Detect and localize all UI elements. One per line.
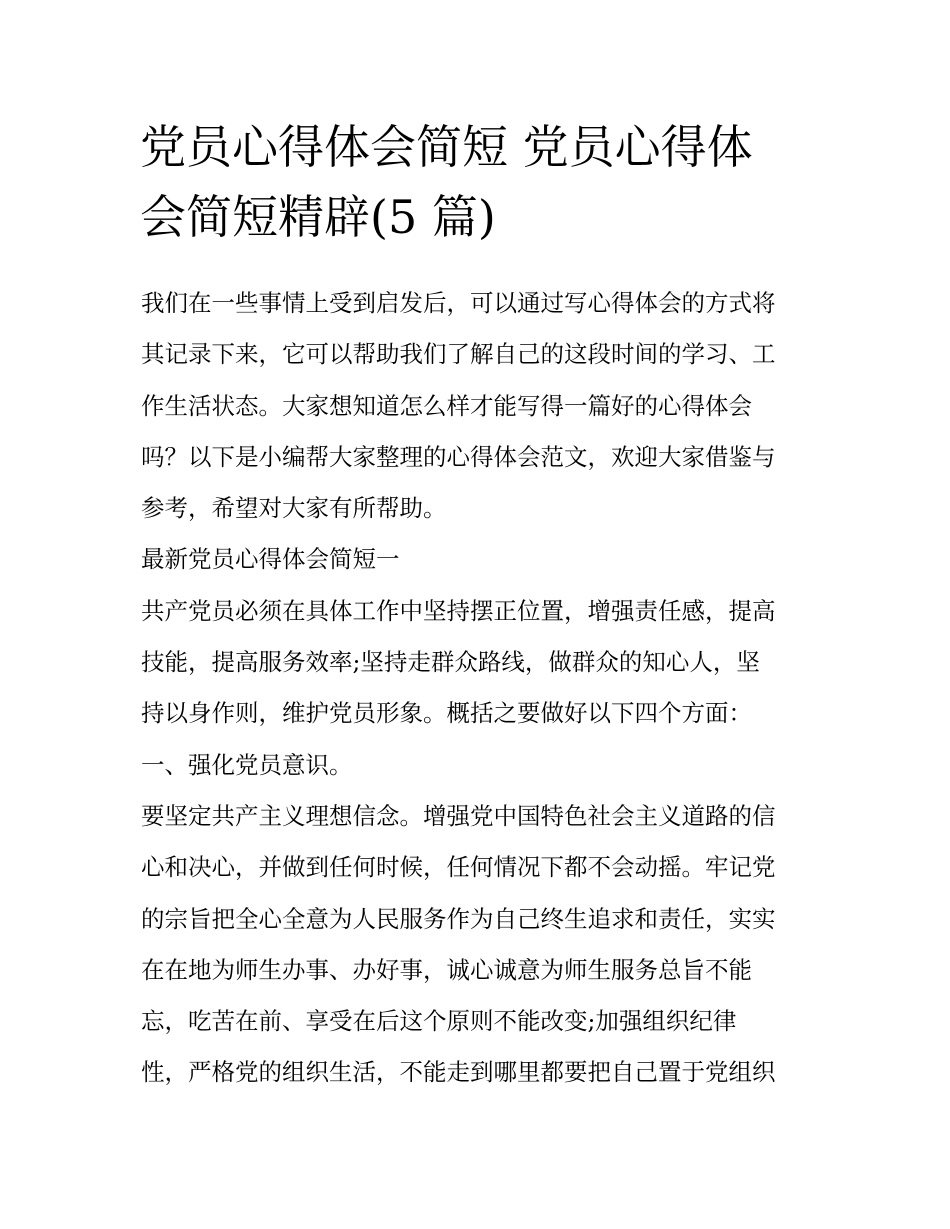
paragraph-1-line-1: 共产党员必须在具体工作中坚持摆正位置，增强责任感，提高 [141, 596, 776, 625]
document-body [141, 278, 821, 1099]
title-line-1: 党员心得体会简短 党员心得体 [140, 120, 753, 174]
paragraph-1-line-3: 持以身作则，维护党员形象。概括之要做好以下四个方面： [141, 699, 752, 728]
paragraph-2-line-1: 要坚定共产主义理想信念。增强党中国特色社会主义道路的信 [141, 801, 776, 830]
intro-line-1: 我们在一些事情上受到启发后，可以通过写心得体会的方式将 [141, 289, 776, 317]
paragraph-1-line-2: 技能，提高服务效率;坚持走群众路线，做群众的知心人，坚 [141, 648, 760, 677]
paragraph-2-line-3: 的宗旨把全心全意为人民服务作为自己终生追求和责任，实实 [141, 904, 776, 933]
subheading-1: 一、强化党员意识。 [141, 750, 353, 779]
intro-line-3: 作生活状态。大家想知道怎么样才能写得一篇好的心得体会 [141, 391, 752, 420]
paragraph-2-line-6: 性，严格党的组织生活，不能走到哪里都要把自己置于党组织 [141, 1058, 776, 1087]
title-line-2: 会简短精辟(5 篇) [140, 190, 496, 244]
intro-line-2: 其记录下来，它可以帮助我们了解自己的这段时间的学习、工 [141, 340, 776, 369]
paragraph-2-line-5: 忘，吃苦在前、享受在后这个原则不能改变;加强组织纪律 [141, 1007, 737, 1036]
intro-line-5: 参考，希望对大家有所帮助。 [141, 494, 447, 523]
paragraph-2-line-4: 在在地为师生办事、办好事，诚心诚意为师生服务总旨不能 [141, 955, 752, 984]
intro-line-4: 吗？以下是小编帮大家整理的心得体会范文，欢迎大家借鉴与 [141, 442, 776, 471]
section-heading: 最新党员心得体会简短一 [141, 545, 400, 574]
paragraph-2-line-2: 心和决心，并做到任何时候，任何情况下都不会动摇。牢记党 [141, 853, 776, 882]
document-title [140, 112, 820, 252]
